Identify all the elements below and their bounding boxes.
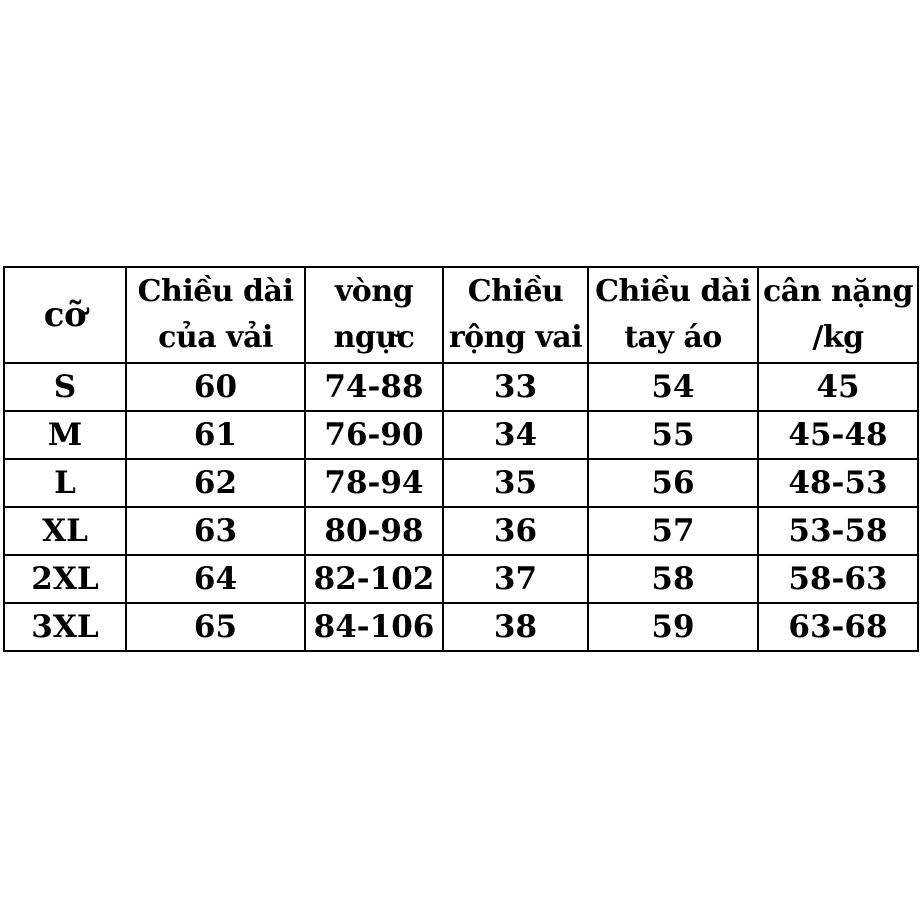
- header-row: [4, 267, 918, 363]
- cell-sleeve-length: 56: [588, 459, 758, 507]
- header-chest-line1: vòng: [334, 274, 414, 309]
- cell-size: L: [4, 459, 126, 507]
- cell-weight: 45-48: [758, 411, 918, 459]
- cell-shoulder-width: 33: [443, 363, 588, 411]
- header-chest: [305, 267, 443, 363]
- header-weight-line1: cân nặng: [763, 274, 913, 309]
- header-fabric-length-line2: của vải: [158, 320, 273, 355]
- cell-fabric-length: 64: [126, 555, 305, 603]
- cell-fabric-length: 61: [126, 411, 305, 459]
- header-shoulder-width-line2: rộng vai: [448, 320, 583, 355]
- cell-sleeve-length: 55: [588, 411, 758, 459]
- header-sleeve-length-line1: Chiều dài: [595, 274, 751, 309]
- header-fabric-length: [126, 267, 305, 363]
- cell-sleeve-length: 57: [588, 507, 758, 555]
- header-weight-line2: /kg: [812, 320, 864, 355]
- cell-sleeve-length: 58: [588, 555, 758, 603]
- table-row: [4, 555, 918, 603]
- header-shoulder-width: [443, 267, 588, 363]
- cell-chest: 84-106: [305, 603, 443, 651]
- cell-chest: 76-90: [305, 411, 443, 459]
- cell-size: S: [4, 363, 126, 411]
- cell-fabric-length: 65: [126, 603, 305, 651]
- cell-shoulder-width: 34: [443, 411, 588, 459]
- cell-fabric-length: 63: [126, 507, 305, 555]
- header-weight: [758, 267, 918, 363]
- header-shoulder-width-line1: Chiều: [467, 274, 564, 309]
- cell-chest: 78-94: [305, 459, 443, 507]
- table-row: [4, 603, 918, 651]
- cell-size: M: [4, 411, 126, 459]
- header-chest-line2: ngực: [333, 320, 415, 355]
- header-sleeve-length-line2: tay áo: [624, 320, 722, 355]
- table-row: [4, 363, 918, 411]
- cell-shoulder-width: 37: [443, 555, 588, 603]
- table-row: [4, 507, 918, 555]
- cell-size: 2XL: [4, 555, 126, 603]
- cell-chest: 74-88: [305, 363, 443, 411]
- cell-shoulder-width: 36: [443, 507, 588, 555]
- cell-weight: 53-58: [758, 507, 918, 555]
- table-row: [4, 411, 918, 459]
- header-size: [4, 267, 126, 363]
- cell-fabric-length: 60: [126, 363, 305, 411]
- cell-weight: 58-63: [758, 555, 918, 603]
- header-fabric-length-line1: Chiều dài: [137, 274, 294, 309]
- cell-fabric-length: 62: [126, 459, 305, 507]
- cell-weight: 63-68: [758, 603, 918, 651]
- cell-weight: 48-53: [758, 459, 918, 507]
- cell-chest: 82-102: [305, 555, 443, 603]
- header-sleeve-length: [588, 267, 758, 363]
- cell-weight: 45: [758, 363, 918, 411]
- cell-shoulder-width: 35: [443, 459, 588, 507]
- cell-sleeve-length: 59: [588, 603, 758, 651]
- header-size-text: cỡ: [43, 295, 87, 335]
- cell-sleeve-length: 54: [588, 363, 758, 411]
- cell-size: 3XL: [4, 603, 126, 651]
- size-chart-table: [3, 266, 919, 652]
- cell-shoulder-width: 38: [443, 603, 588, 651]
- cell-chest: 80-98: [305, 507, 443, 555]
- cell-size: XL: [4, 507, 126, 555]
- table-row: [4, 459, 918, 507]
